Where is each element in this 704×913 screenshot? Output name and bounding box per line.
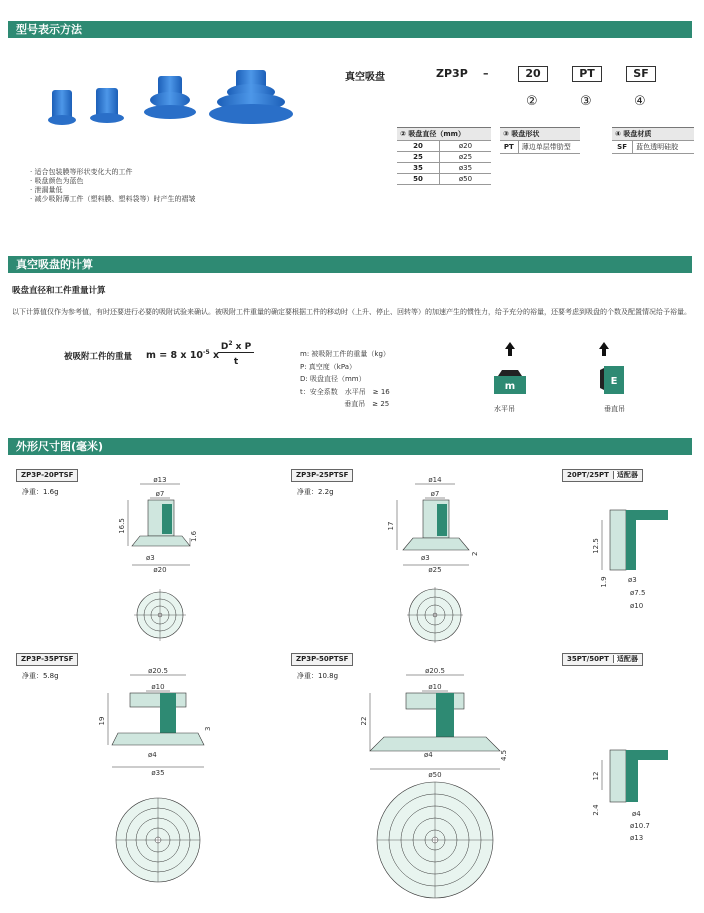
drawing-50 xyxy=(360,655,510,905)
svg-text:ø10: ø10 xyxy=(151,683,165,691)
weight-50: 净重：10.8g xyxy=(297,672,339,680)
feature-list: · 适合包装膜等形状变化大的工件 · 吸盘颜色为蓝色 · 泄漏量低 · 减少吸附薄工件（塑料膜、塑料袋等）时产生的褶皱 xyxy=(30,168,196,203)
adapter-label-2: 35PT/50PT 适配器 xyxy=(562,653,643,666)
horizontal-lift-icon xyxy=(490,340,530,400)
formula-label: 被吸附工件的重量 xyxy=(64,352,133,362)
svg-text:ø4: ø4 xyxy=(632,810,641,818)
model-series: ZP3P xyxy=(436,67,468,80)
svg-text:3: 3 xyxy=(204,726,212,731)
model-dash: – xyxy=(483,67,489,80)
formula-numerator: $D^2$ x P xyxy=(218,340,254,353)
model-label-50: ZP3P-50PTSF xyxy=(291,653,353,666)
model-num-3: ③ xyxy=(580,94,592,109)
svg-text:2.4: 2.4 xyxy=(592,804,600,816)
calc-paragraph: 以下计算值仅作为参考值，有时还要进行必要的吸附试验来确认。被吸附工件重量的确定要根据工件的移动时（上升、停止、回转等）的加速产生的惯性力，给予充分的裕量，还要考虑到吸盘的个数及配置情况给予裕量。 xyxy=(12,308,691,316)
section-header-calc: 真空吸盘的计算 xyxy=(8,256,692,273)
svg-text:ø35: ø35 xyxy=(151,769,165,777)
svg-text:ø7.5: ø7.5 xyxy=(630,589,646,597)
formula-denominator: t xyxy=(233,357,239,367)
svg-text:1.6: 1.6 xyxy=(190,530,198,542)
horizontal-lift-label: 水平吊 xyxy=(494,405,515,413)
weight-20: 净重：1.6g xyxy=(22,488,59,496)
svg-text:ø25: ø25 xyxy=(428,566,442,574)
calc-subtitle: 吸盘直径和工件重量计算 xyxy=(12,286,106,296)
svg-text:ø3: ø3 xyxy=(421,554,430,562)
weight-35: 净重：5.8g xyxy=(22,672,59,680)
svg-text:ø20.5: ø20.5 xyxy=(148,667,168,675)
adapter-label-1: 20PT/25PT 适配器 xyxy=(562,469,643,482)
model-label-35: ZP3P-35PTSF xyxy=(16,653,78,666)
svg-text:12.5: 12.5 xyxy=(592,538,600,554)
formula-legend: m: 被吸附工件的重量（kg） P: 真空度（kPa） D: 吸盘直径（mm） t：安全系数 水平吊 ≥ 16 垂直吊 ≥ 25 xyxy=(300,350,390,408)
vertical-lift-label: 垂直吊 xyxy=(604,405,625,413)
model-label-25: ZP3P-25PTSF xyxy=(291,469,353,482)
model-num-2: ② xyxy=(526,94,538,109)
weight-25: 净重：2.2g xyxy=(297,488,334,496)
svg-text:ø7: ø7 xyxy=(430,490,440,498)
formula: m = 8 x $10^{-5}$ x xyxy=(146,349,220,362)
svg-text:ø4: ø4 xyxy=(424,751,433,759)
svg-text:ø50: ø50 xyxy=(428,771,442,779)
model-box-diameter: 20 xyxy=(518,66,548,82)
svg-text:ø20: ø20 xyxy=(153,566,167,574)
svg-text:19: 19 xyxy=(98,716,106,726)
model-prefix: 真空吸盘 xyxy=(345,72,385,83)
vertical-lift-icon xyxy=(592,340,632,400)
svg-text:ø3: ø3 xyxy=(628,576,637,584)
shape-table: ③ 吸盘形状 PT 薄边单层带肋型 xyxy=(500,127,580,154)
adapter-drawing-1 xyxy=(580,500,690,620)
m-letter: m xyxy=(504,381,516,392)
svg-text:16.5: 16.5 xyxy=(118,518,126,534)
model-num-4: ④ xyxy=(634,94,646,109)
section-header-dims: 外形尺寸图(毫米) xyxy=(8,438,692,455)
model-box-shape: PT xyxy=(572,66,602,82)
svg-text:ø7: ø7 xyxy=(155,490,165,498)
svg-text:12: 12 xyxy=(592,771,600,781)
svg-text:ø20.5: ø20.5 xyxy=(425,667,445,675)
drawing-35 xyxy=(100,655,220,895)
svg-text:2: 2 xyxy=(471,551,479,556)
section-header-model: 型号表示方法 xyxy=(8,21,692,38)
material-table: ④ 吸盘材质 SF 蓝色透明硅胶 xyxy=(612,127,694,154)
svg-text:1.9: 1.9 xyxy=(600,576,608,588)
svg-text:4.5: 4.5 xyxy=(500,749,508,761)
svg-text:ø13: ø13 xyxy=(153,476,167,484)
svg-text:ø14: ø14 xyxy=(428,476,442,484)
drawing-20 xyxy=(110,470,210,640)
suction-cups-photo xyxy=(40,60,300,140)
e-letter: E xyxy=(610,376,618,387)
svg-text:ø3: ø3 xyxy=(146,554,155,562)
diameter-table: ② 吸盘直径（mm） 20 ø20 25 ø25 35 ø35 50 ø50 xyxy=(397,127,491,185)
svg-text:ø10: ø10 xyxy=(630,602,644,610)
model-box-material: SF xyxy=(626,66,656,82)
svg-text:ø10: ø10 xyxy=(428,683,442,691)
svg-text:22: 22 xyxy=(360,716,368,726)
adapter-drawing-2 xyxy=(580,740,690,850)
svg-text:ø4: ø4 xyxy=(148,751,157,759)
svg-text:ø13: ø13 xyxy=(630,834,644,842)
model-label-20: ZP3P-20PTSF xyxy=(16,469,78,482)
drawing-25 xyxy=(385,470,485,640)
diameter-table-header: ② 吸盘直径（mm） xyxy=(397,128,491,141)
svg-text:ø10.7: ø10.7 xyxy=(630,822,650,830)
svg-text:17: 17 xyxy=(387,521,395,531)
